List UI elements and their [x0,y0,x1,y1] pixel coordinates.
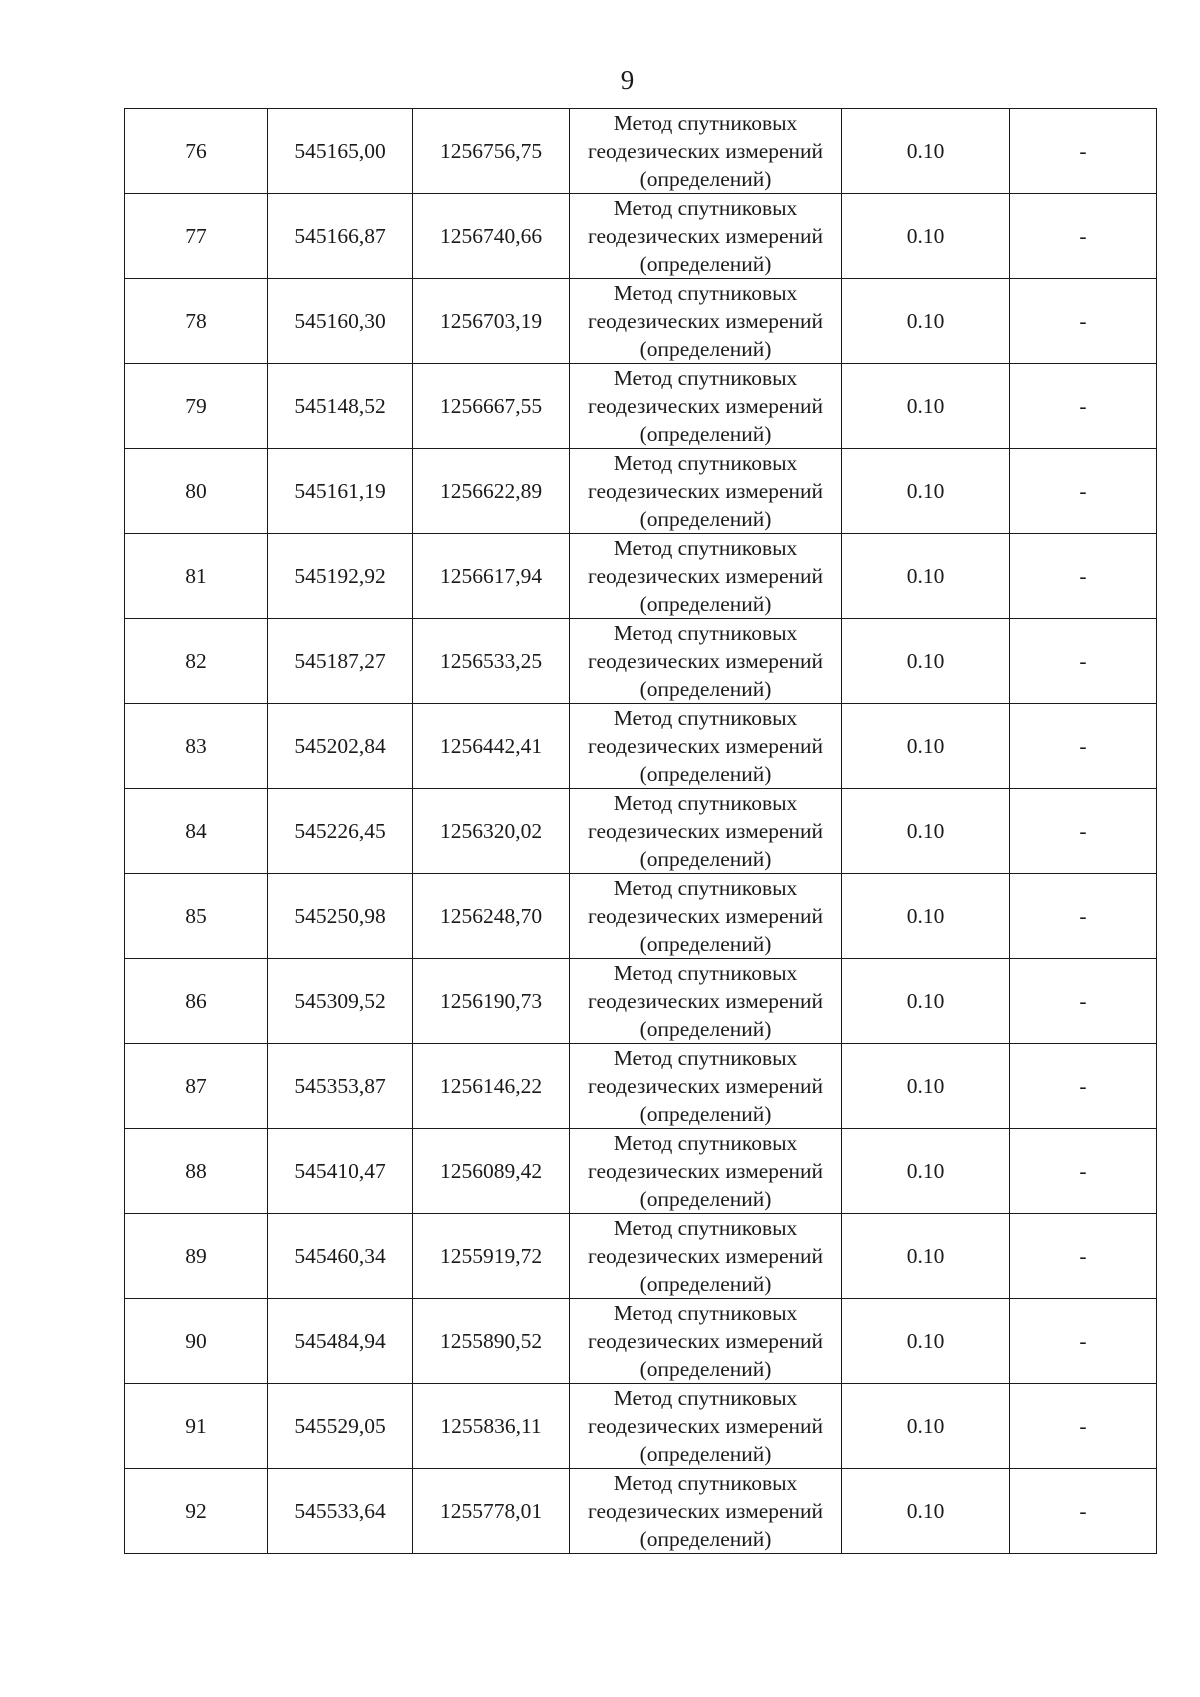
table-row [125,704,1157,789]
method-line: Метод спутниковых [613,1301,798,1325]
point-number-cell: 81 [125,534,268,619]
method-cell [570,1044,842,1129]
point-number-cell: 84 [125,789,268,874]
precision-cell: 0.10 [842,279,1010,364]
coordinate-y-cell: 1256617,94 [413,534,570,619]
note-cell: - [1010,1469,1157,1554]
method-line: геодезических измерений [587,989,824,1013]
method-line: Метод спутниковых [613,1216,798,1240]
method-line: геодезических измерений [587,649,824,673]
method-line: (определений) [639,1187,772,1211]
point-number-cell: 82 [125,619,268,704]
method-line: Метод спутниковых [613,1471,798,1495]
table-row [125,789,1157,874]
method-line: геодезических измерений [587,224,824,248]
method-line: Метод спутниковых [613,961,798,985]
coordinates-table [124,108,1157,1554]
table-row [125,1299,1157,1384]
table-row [125,959,1157,1044]
note-cell: - [1010,1299,1157,1384]
method-line: (определений) [639,847,772,871]
method-line: (определений) [639,1527,772,1551]
coordinate-y-cell: 1256248,70 [413,874,570,959]
note-cell: - [1010,279,1157,364]
method-line: Метод спутниковых [613,451,798,475]
method-cell [570,789,842,874]
precision-cell: 0.10 [842,534,1010,619]
coordinate-y-cell: 1256667,55 [413,364,570,449]
method-line: (определений) [639,1272,772,1296]
method-line: (определений) [639,252,772,276]
method-line: геодезических измерений [587,309,824,333]
point-number-cell: 76 [125,109,268,194]
coordinate-y-cell: 1256089,42 [413,1129,570,1214]
table-row [125,364,1157,449]
precision-cell: 0.10 [842,194,1010,279]
method-line: геодезических измерений [587,139,824,163]
point-number-cell: 77 [125,194,268,279]
coordinate-y-cell: 1256146,22 [413,1044,570,1129]
method-line: геодезических измерений [587,479,824,503]
method-line: геодезических измерений [587,1329,824,1353]
point-number-cell: 90 [125,1299,268,1384]
method-line: (определений) [639,677,772,701]
coordinate-x-cell: 545187,27 [268,619,413,704]
note-cell: - [1010,704,1157,789]
coordinate-x-cell: 545529,05 [268,1384,413,1469]
point-number-cell: 79 [125,364,268,449]
coordinate-y-cell: 1255890,52 [413,1299,570,1384]
coordinate-y-cell: 1256756,75 [413,109,570,194]
method-cell [570,959,842,1044]
method-line: геодезических измерений [587,1159,824,1183]
table-row [125,109,1157,194]
table-row [125,1384,1157,1469]
point-number-cell: 83 [125,704,268,789]
note-cell: - [1010,1044,1157,1129]
method-cell [570,619,842,704]
point-number-cell: 86 [125,959,268,1044]
point-number-cell: 91 [125,1384,268,1469]
method-cell [570,1129,842,1214]
coordinate-y-cell: 1256533,25 [413,619,570,704]
note-cell: - [1010,1384,1157,1469]
table-row [125,534,1157,619]
coordinate-x-cell: 545309,52 [268,959,413,1044]
precision-cell: 0.10 [842,1469,1010,1554]
note-cell: - [1010,1129,1157,1214]
coordinate-x-cell: 545250,98 [268,874,413,959]
coordinate-x-cell: 545460,34 [268,1214,413,1299]
precision-cell: 0.10 [842,449,1010,534]
method-line: геодезических измерений [587,734,824,758]
method-cell [570,1384,842,1469]
note-cell: - [1010,874,1157,959]
precision-cell: 0.10 [842,619,1010,704]
point-number-cell: 85 [125,874,268,959]
precision-cell: 0.10 [842,1044,1010,1129]
method-line: (определений) [639,592,772,616]
method-cell [570,534,842,619]
coordinate-x-cell: 545484,94 [268,1299,413,1384]
coordinate-y-cell: 1255919,72 [413,1214,570,1299]
method-cell [570,704,842,789]
coordinate-y-cell: 1255778,01 [413,1469,570,1554]
method-line: геодезических измерений [587,1244,824,1268]
precision-cell: 0.10 [842,364,1010,449]
table-row [125,449,1157,534]
precision-cell: 0.10 [842,874,1010,959]
table-row [125,874,1157,959]
point-number-cell: 78 [125,279,268,364]
coordinate-x-cell: 545202,84 [268,704,413,789]
method-cell [570,874,842,959]
method-line: (определений) [639,337,772,361]
coordinate-x-cell: 545148,52 [268,364,413,449]
method-cell [570,449,842,534]
method-line: (определений) [639,1017,772,1041]
method-cell [570,279,842,364]
method-line: (определений) [639,1357,772,1381]
method-line: Метод спутниковых [613,791,798,815]
note-cell: - [1010,534,1157,619]
method-cell [570,1469,842,1554]
method-cell [570,364,842,449]
note-cell: - [1010,109,1157,194]
table-row [125,1129,1157,1214]
method-line: Метод спутниковых [613,1046,798,1070]
table-row [125,1214,1157,1299]
method-line: Метод спутниковых [613,196,798,220]
method-line: (определений) [639,762,772,786]
page-number: 9 [620,65,635,95]
method-line: Метод спутниковых [613,706,798,730]
coordinate-y-cell: 1256703,19 [413,279,570,364]
method-line: геодезических измерений [587,1499,824,1523]
point-number-cell: 88 [125,1129,268,1214]
method-cell [570,1299,842,1384]
note-cell: - [1010,789,1157,874]
method-cell [570,109,842,194]
method-line: геодезических измерений [587,1074,824,1098]
table-body [125,109,1157,1554]
note-cell: - [1010,449,1157,534]
coordinate-x-cell: 545226,45 [268,789,413,874]
precision-cell: 0.10 [842,1299,1010,1384]
method-line: Метод спутниковых [613,111,798,135]
note-cell: - [1010,364,1157,449]
coordinate-x-cell: 545192,92 [268,534,413,619]
method-line: геодезических измерений [587,564,824,588]
note-cell: - [1010,959,1157,1044]
method-line: Метод спутниковых [613,876,798,900]
method-line: геодезических измерений [587,394,824,418]
point-number-cell: 80 [125,449,268,534]
coordinate-y-cell: 1256740,66 [413,194,570,279]
coordinate-y-cell: 1256442,41 [413,704,570,789]
point-number-cell: 89 [125,1214,268,1299]
method-line: Метод спутниковых [613,281,798,305]
coordinate-x-cell: 545533,64 [268,1469,413,1554]
precision-cell: 0.10 [842,789,1010,874]
method-line: Метод спутниковых [613,1386,798,1410]
coordinate-x-cell: 545410,47 [268,1129,413,1214]
coordinate-x-cell: 545166,87 [268,194,413,279]
method-cell [570,1214,842,1299]
method-line: (определений) [639,1102,772,1126]
coordinate-y-cell: 1256622,89 [413,449,570,534]
note-cell: - [1010,1214,1157,1299]
precision-cell: 0.10 [842,1384,1010,1469]
coordinate-y-cell: 1255836,11 [413,1384,570,1469]
method-line: Метод спутниковых [613,1131,798,1155]
table-row [125,279,1157,364]
method-line: Метод спутниковых [613,536,798,560]
method-line: Метод спутниковых [613,621,798,645]
method-line: Метод спутниковых [613,366,798,390]
precision-cell: 0.10 [842,959,1010,1044]
method-line: геодезических измерений [587,819,824,843]
table-row [125,619,1157,704]
coordinate-x-cell: 545161,19 [268,449,413,534]
precision-cell: 0.10 [842,109,1010,194]
method-line: (определений) [639,932,772,956]
method-line: геодезических измерений [587,904,824,928]
coordinate-x-cell: 545165,00 [268,109,413,194]
note-cell: - [1010,619,1157,704]
coordinate-x-cell: 545353,87 [268,1044,413,1129]
precision-cell: 0.10 [842,1214,1010,1299]
table-row [125,1469,1157,1554]
precision-cell: 0.10 [842,1129,1010,1214]
table-row [125,1044,1157,1129]
coordinate-y-cell: 1256190,73 [413,959,570,1044]
coordinate-y-cell: 1256320,02 [413,789,570,874]
method-cell [570,194,842,279]
method-line: (определений) [639,422,772,446]
coordinate-x-cell: 545160,30 [268,279,413,364]
table-row [125,194,1157,279]
note-cell: - [1010,194,1157,279]
point-number-cell: 92 [125,1469,268,1554]
method-line: (определений) [639,167,772,191]
method-line: (определений) [639,1442,772,1466]
point-number-cell: 87 [125,1044,268,1129]
method-line: геодезических измерений [587,1414,824,1438]
precision-cell: 0.10 [842,704,1010,789]
method-line: (определений) [639,507,772,531]
